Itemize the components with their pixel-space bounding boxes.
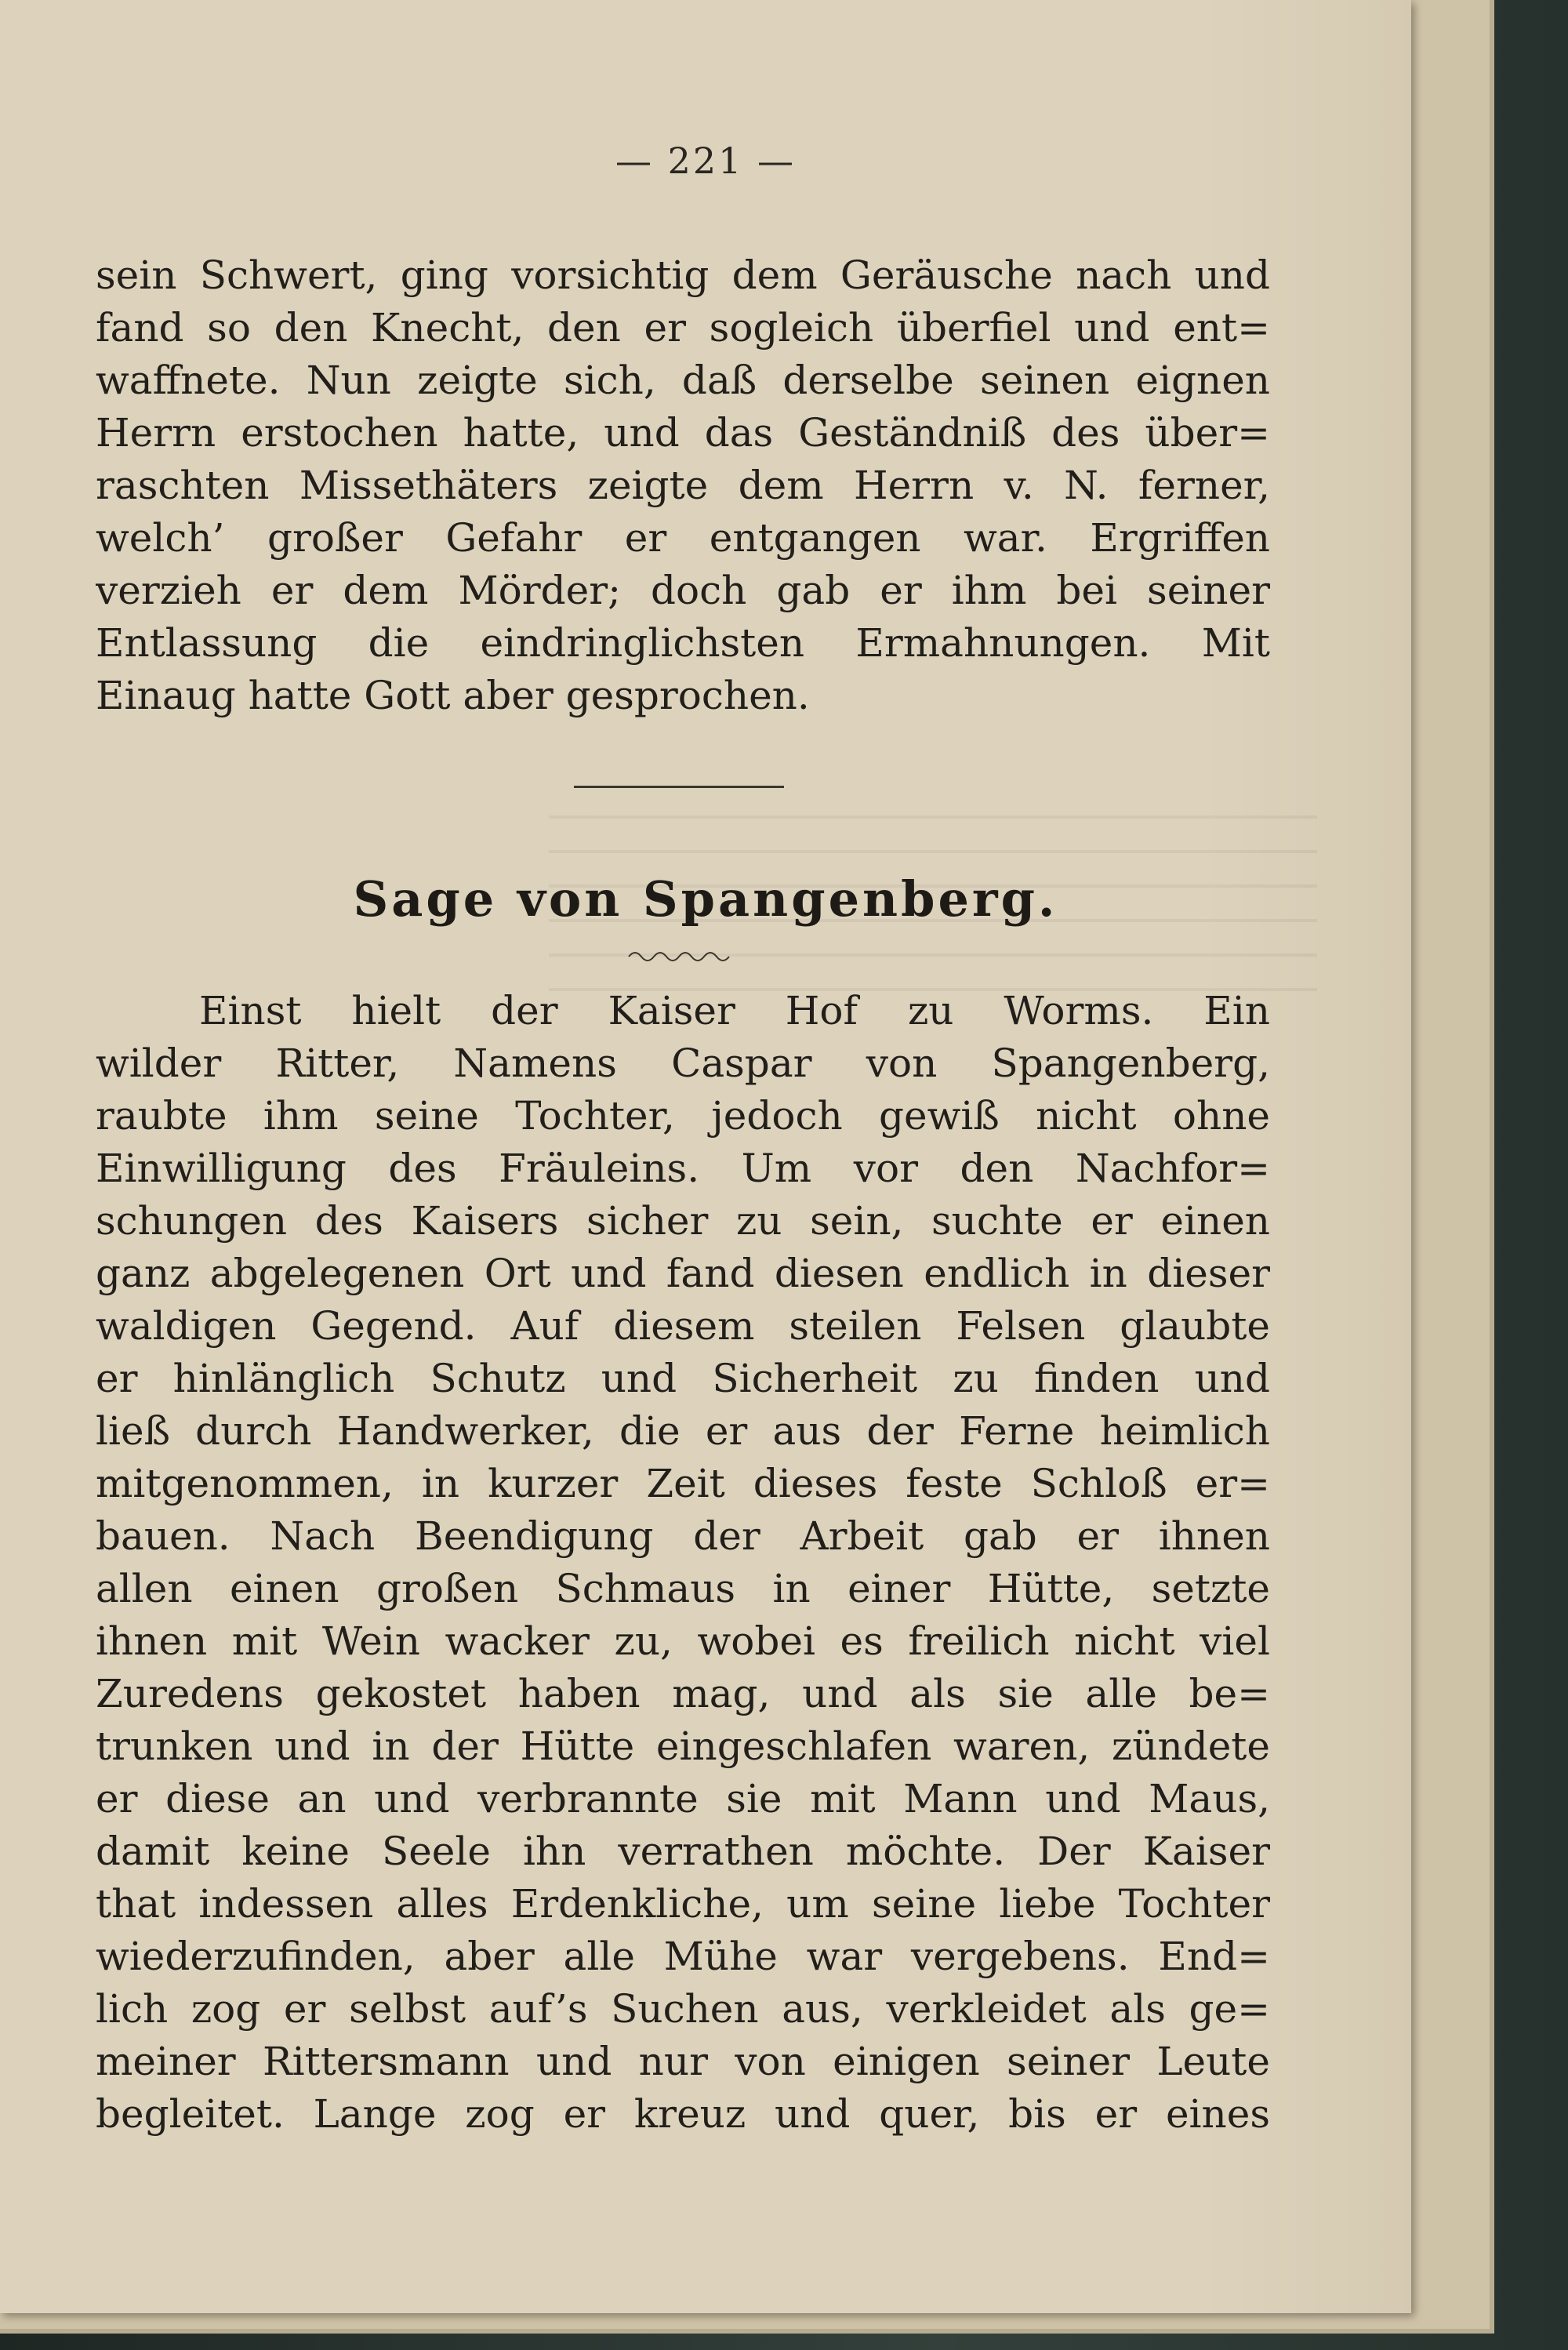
text-line: that indessen alles Erdenkliche, um seine liebe Tochter (96, 1881, 1270, 1927)
text-line: raschten Missethäters zeigte dem Herrn v. N. ferner, (96, 463, 1270, 508)
text-line: ganz abgelegenen Ort und fand diesen endlich in dieser (96, 1251, 1270, 1296)
text-line: ihnen mit Wein wacker zu, wobei es freilich nicht viel (96, 1618, 1270, 1664)
text-line: Einaug hatte Gott aber gesprochen. (96, 673, 810, 718)
story-paragraph (96, 985, 1270, 2141)
text-line: meiner Rittersmann und nur von einigen seiner Leute (96, 2039, 1270, 2084)
text-line: Einwilligung des Fräuleins. Um vor den Nachfor= (96, 1146, 1270, 1191)
text-line: begleitet. Lange zog er kreuz und quer, bis er eines (96, 2091, 1270, 2137)
section-divider (574, 786, 784, 788)
section-title: Sage von Spangenberg. (353, 870, 1058, 928)
text-line: Herrn erstochen hatte, und das Geständniß des über= (96, 410, 1270, 456)
continuation-paragraph (96, 249, 1270, 722)
text-line: damit keine Seele ihn verrathen möchte. Der Kaiser (96, 1829, 1270, 1874)
text-line: Entlassung die eindringlichsten Ermahnungen. Mit (96, 620, 1270, 666)
text-line: schungen des Kaisers sicher zu sein, suchte er einen (96, 1198, 1270, 1244)
text-line: er diese an und verbrannte sie mit Mann und Maus, (96, 1776, 1270, 1822)
text-line: Einst hielt der Kaiser Hof zu Worms. Ein (199, 988, 1270, 1033)
text-line: ließ durch Handwerker, die er aus der Ferne heimlich (96, 1408, 1270, 1454)
text-line: trunken und in der Hütte eingeschlafen waren, zündete (96, 1723, 1270, 1769)
text-line: mitgenommen, in kurzer Zeit dieses feste Schloß er= (96, 1461, 1270, 1506)
title-ornament (627, 947, 737, 963)
text-line: sein Schwert, ging vorsichtig dem Geräusche nach und (96, 252, 1270, 298)
page-number: — 221 — (615, 140, 797, 182)
text-line: allen einen großen Schmaus in einer Hütte, setzte (96, 1566, 1270, 1611)
text-line: bauen. Nach Beendigung der Arbeit gab er ihnen (96, 1513, 1270, 1559)
text-line: raubte ihm seine Tochter, jedoch gewiß nicht ohne (96, 1093, 1270, 1139)
text-line: Zuredens gekostet haben mag, und als sie alle be= (96, 1671, 1270, 1716)
text-line: verzieh er dem Mörder; doch gab er ihm bei seiner (96, 568, 1270, 613)
text-line: lich zog er selbst auf’s Suchen aus, verkleidet als ge= (96, 1986, 1270, 2032)
text-line: wilder Ritter, Namens Caspar von Spangenberg, (96, 1041, 1270, 1086)
text-line: er hinlänglich Schutz und Sicherheit zu finden und (96, 1356, 1270, 1401)
text-line: welch’ großer Gefahr er entgangen war. Ergriffen (96, 515, 1270, 561)
text-line: waldigen Gegend. Auf diesem steilen Felsen glaubte (96, 1303, 1270, 1349)
text-line: wiederzufinden, aber alle Mühe war vergebens. End= (96, 1934, 1270, 1979)
text-line: fand so den Knecht, den er sogleich überfiel und ent= (96, 305, 1270, 351)
text-line: waffnete. Nun zeigte sich, daß derselbe seinen eignen (96, 358, 1270, 403)
